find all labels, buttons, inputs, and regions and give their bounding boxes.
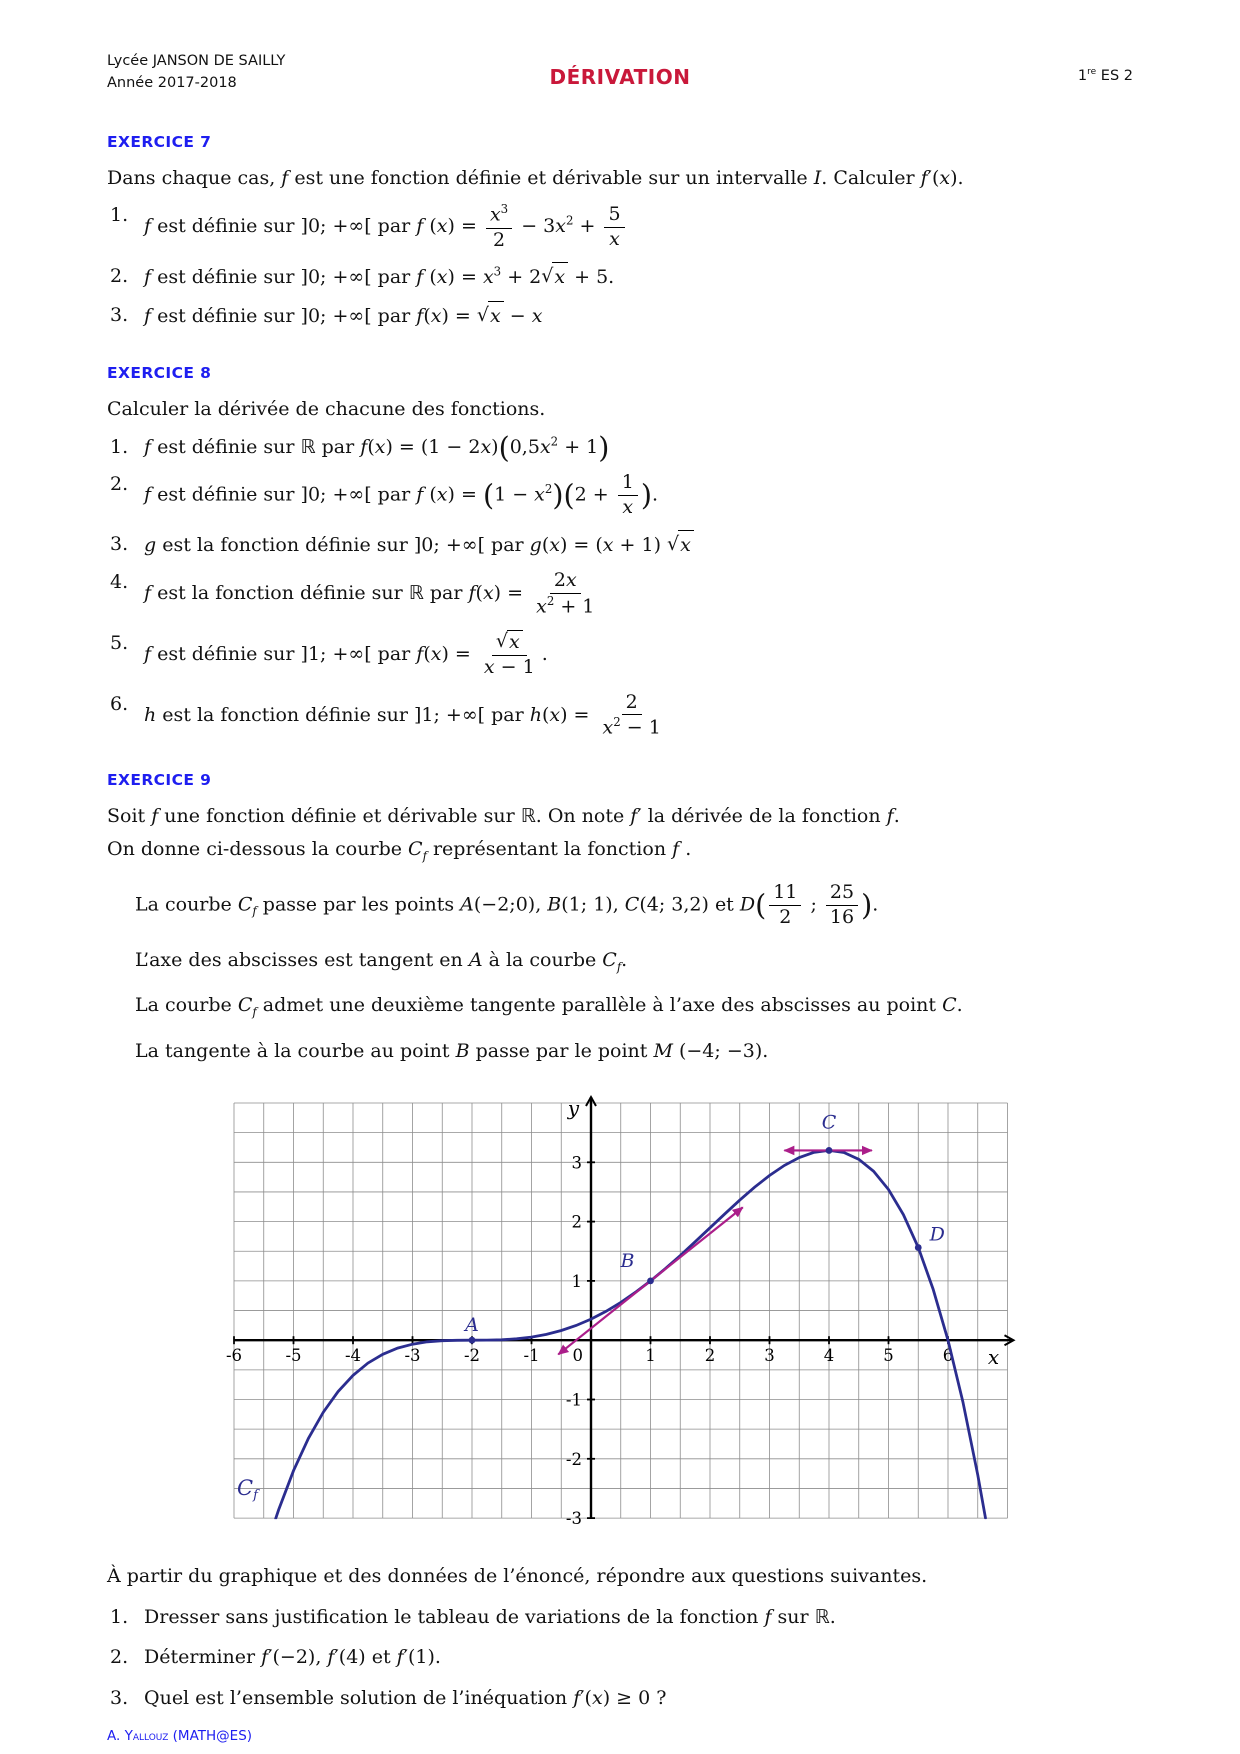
exercise-8-item-2 (107, 470, 1133, 521)
math-run: est définie sur ]0; +∞[ par (151, 215, 417, 238)
exercise-7-intro (107, 164, 1133, 193)
math-run: h (529, 703, 542, 726)
math-run: f (672, 837, 680, 860)
math-run: 5 (608, 203, 621, 226)
author-footer (107, 1728, 1133, 1744)
math-run: Soit (107, 805, 152, 828)
item-text (144, 201, 1133, 253)
math-run: . On note (535, 805, 631, 828)
math-run: 2 + (574, 483, 615, 506)
exercise-8-item-1 (107, 431, 1133, 465)
y-tick-label: -2 (565, 1450, 582, 1470)
math-run: f (261, 1646, 269, 1669)
math-fraction (599, 691, 665, 741)
math-run: f (920, 166, 928, 189)
math-run: Dans chaque cas, (107, 166, 282, 189)
math-run: 11 (773, 881, 798, 904)
point-label-A: A (465, 1314, 479, 1337)
math-run: x (622, 496, 634, 519)
math-run: + 1) (613, 533, 668, 556)
math-run: x (374, 435, 386, 458)
math-run: x (482, 582, 494, 605)
math-run: f (630, 805, 638, 828)
math-run: ′(4) et (334, 1646, 397, 1669)
math-run: ( (541, 703, 550, 726)
item-number: 5. (110, 632, 129, 655)
point-D (915, 1244, 922, 1251)
math-run: x (436, 483, 448, 506)
exercise-9-line-1 (107, 802, 1133, 831)
math-run: B (455, 1039, 470, 1062)
item-number: 3. (110, 1686, 129, 1709)
math-run: + 1 (558, 435, 599, 458)
item-text (144, 431, 1133, 465)
item-text (144, 470, 1133, 521)
exercise-7-item-3 (107, 301, 1133, 331)
math-run: f (327, 1646, 335, 1669)
exercise-9-heading: EXERCICE 9 (107, 771, 212, 790)
math-run: 2 (613, 715, 621, 730)
math-run: ) = (447, 215, 483, 238)
math-run: . (621, 948, 628, 971)
math-run: représentant la fonction (426, 837, 673, 860)
math-run: − 3 (515, 215, 556, 238)
class-name: ES 2 (1096, 67, 1133, 84)
x-tick-label: -6 (225, 1346, 243, 1366)
school-year: Année 2017-2018 (107, 75, 237, 92)
math-run: (1; 1), (561, 893, 625, 916)
math-run: ( (423, 642, 431, 665)
item-text (144, 568, 1133, 620)
math-run: 2 (565, 214, 574, 229)
math-run: f (416, 266, 424, 289)
math-run: est définie sur ]0; +∞[ par (151, 304, 417, 327)
math-run: admet une deuxième tangente parallèle à l’axe des abscisses au point (256, 994, 943, 1017)
math-run: (4; 3,2) et (639, 893, 740, 916)
math-fraction (532, 569, 598, 619)
math-run: − (503, 304, 532, 327)
math-run: f (422, 848, 427, 863)
class-label (803, 50, 1133, 84)
math-run: x (602, 533, 614, 556)
author-suffix: (MATH@ES) (168, 1728, 253, 1745)
exercise-9-question-1 (107, 1603, 1133, 1632)
document-title: DÉRIVATION (549, 65, 691, 89)
exercise-7-item-1 (107, 201, 1133, 253)
math-run: x (591, 1686, 603, 1709)
math-run: x (489, 203, 501, 226)
math-run: 1 − (494, 483, 535, 506)
math-run: C (942, 994, 957, 1017)
exercise-9-given-3 (135, 991, 1133, 1021)
y-tick-label: 2 (571, 1212, 582, 1232)
math-sqrt: √ x (541, 262, 568, 292)
math-sqrt: √ x (496, 630, 523, 655)
math-run: est une fonction définie et dérivable sur un intervalle (288, 166, 814, 189)
math-run: h (144, 703, 157, 726)
exercise-8-item-6 (107, 690, 1133, 742)
math-run: 2 (553, 569, 566, 592)
math-run: f (144, 435, 152, 458)
exercise-9-given-4 (135, 1037, 1133, 1066)
math-run: ) = (441, 304, 477, 327)
math-run: ) = ( (559, 533, 603, 556)
math-run: (−4; −3). (672, 1039, 769, 1062)
math-run: f (360, 435, 368, 458)
math-run: x (549, 533, 560, 556)
item-number: 6. (110, 692, 129, 715)
question-text (144, 1684, 1133, 1713)
math-run: g (529, 533, 542, 556)
math-run: ( (755, 889, 767, 923)
math-run: f (144, 642, 152, 665)
math-run: ) = (447, 266, 483, 289)
math-run: Déterminer (144, 1646, 262, 1669)
exercise-9-given-1 (135, 880, 1133, 931)
point-A (469, 1337, 476, 1344)
x-tick-label: -2 (463, 1346, 481, 1366)
math-fraction (604, 203, 624, 252)
math-run: D (739, 893, 756, 916)
math-run: ( (482, 479, 495, 513)
x-tick-label: 1 (645, 1346, 656, 1366)
math-run: ( (423, 215, 437, 238)
math-run: 1 (621, 471, 634, 494)
math-run: par (423, 582, 469, 605)
exercise-7 (107, 133, 1133, 330)
x-tick-label: -3 (404, 1346, 421, 1366)
math-run: x (430, 304, 442, 327)
math-run: 2 (493, 228, 506, 251)
point-label-D: D (929, 1223, 945, 1246)
math-run: ( (475, 582, 483, 605)
math-run: f (144, 266, 152, 289)
question-text (144, 1643, 1133, 1672)
math-run: f (151, 805, 159, 828)
math-fraction (826, 881, 858, 930)
math-run: ) = (441, 642, 477, 665)
math-run: 2 (779, 906, 792, 929)
x-tick-label: -1 (523, 1346, 540, 1366)
x-tick-label: 6 (942, 1346, 954, 1366)
item-number: 2. (110, 473, 129, 496)
exercise-9 (107, 771, 1133, 1712)
math-run: f (416, 642, 424, 665)
math-run: . (956, 994, 963, 1017)
math-run: ( (498, 431, 510, 465)
math-run: sur (771, 1605, 815, 1628)
math-run: f (144, 215, 152, 238)
math-run: x (602, 716, 614, 739)
math-run: 2 (550, 434, 559, 449)
math-run: + (573, 215, 602, 238)
math-run: 3 (500, 202, 509, 217)
item-number: 3. (110, 532, 129, 555)
math-run: x (483, 655, 495, 678)
exercise-8-item-5 (107, 629, 1133, 681)
math-run: x (554, 266, 566, 289)
math-run: ) = (447, 483, 483, 506)
math-run: ( (423, 266, 437, 289)
math-run: x (609, 227, 620, 250)
math-run: + 1 (554, 595, 595, 618)
math-run: f (468, 582, 476, 605)
item-text (144, 690, 1133, 742)
math-run: C (237, 893, 253, 916)
math-run: f (416, 215, 424, 238)
math-run: x (536, 595, 547, 618)
math-run: ) = (560, 703, 596, 726)
math-run: passe par les points (256, 893, 461, 916)
math-run: 2 (625, 690, 638, 713)
class-ordinal-suffix: re (1087, 67, 1097, 77)
math-run: 2 (546, 594, 555, 609)
math-run: 2 (544, 482, 553, 497)
math-run: x (490, 304, 501, 327)
math-run: est définie sur ]0; +∞[ par (151, 266, 417, 289)
y-tick-label: 3 (571, 1153, 582, 1173)
exercise-8-intro (107, 395, 1133, 424)
math-run: f (616, 959, 622, 974)
question-text (144, 1603, 1133, 1632)
math-run: + 5. (568, 266, 615, 289)
math-run: . (872, 893, 879, 916)
class-number: 1 (1077, 67, 1088, 84)
math-run: . (541, 642, 548, 665)
math-run: ( (541, 533, 550, 556)
item-text (144, 530, 1133, 560)
math-run: est la fonction définie sur ]1; +∞[ par (156, 703, 530, 726)
math-run: x (430, 642, 442, 665)
math-run: A (468, 948, 483, 971)
math-run: f (281, 166, 289, 189)
math-run: à la courbe (482, 948, 603, 971)
math-run: f (144, 483, 152, 506)
y-tick-label: -3 (565, 1509, 582, 1529)
item-text (144, 301, 1133, 331)
math-run: passe par le point (469, 1039, 654, 1062)
math-run: x (680, 533, 691, 556)
item-number: 3. (110, 303, 129, 326)
math-run: 16 (829, 906, 855, 929)
math-run: ) = (1 − 2 (385, 435, 481, 458)
item-number: 1. (110, 1605, 129, 1628)
math-run: ) (861, 889, 873, 923)
x-tick-label: 5 (883, 1346, 894, 1366)
math-run: C (408, 837, 423, 860)
math-run: x (436, 266, 448, 289)
math-run: La courbe (135, 893, 238, 916)
math-run: x (436, 215, 448, 238)
math-sqrt: √ x (667, 530, 694, 560)
page-header (107, 50, 1133, 95)
math-run: I (813, 166, 822, 189)
math-run: B (547, 893, 562, 916)
math-fraction (618, 471, 638, 520)
math-run: La tangente à la courbe au point (135, 1039, 456, 1062)
math-run: f (416, 304, 424, 327)
exercise-9-outro (107, 1562, 1133, 1591)
math-run: . (679, 837, 692, 860)
school-block (107, 50, 437, 95)
exercise-7-heading: EXERCICE 7 (107, 132, 212, 151)
math-fraction (769, 881, 801, 930)
math-run: x (539, 435, 551, 458)
math-run: ). (950, 166, 964, 189)
curve-plot (200, 1091, 1030, 1537)
math-run: x (534, 483, 545, 506)
exercise-8-item-3 (107, 530, 1133, 560)
exercise-9-line-2 (107, 835, 1133, 865)
x-tick-label: -5 (285, 1346, 302, 1366)
math-run: 3 (493, 264, 502, 279)
grid (234, 1103, 1008, 1518)
math-run: ( (367, 435, 375, 458)
math-run: + 2 (501, 266, 542, 289)
math-run: ) (640, 479, 652, 513)
math-run: x (509, 631, 520, 654)
x-tick-label: 4 (823, 1346, 835, 1366)
math-run: C (602, 948, 617, 971)
x-tick-label: 2 (704, 1346, 716, 1366)
math-run: ) = (493, 582, 530, 605)
math-run: ℝ (408, 582, 424, 605)
item-number: 4. (110, 571, 129, 594)
math-run: ) (598, 431, 610, 465)
point-label-C: C (821, 1111, 837, 1134)
math-run: ( (563, 479, 575, 513)
math-run: f (252, 904, 257, 919)
math-run: est définie sur ]0; +∞[ par (151, 483, 417, 506)
author-name: A. Yallouz (107, 1728, 169, 1745)
math-run: ′( (580, 1686, 592, 1709)
math-run: . Calculer (821, 166, 921, 189)
exercise-7-item-2 (107, 262, 1133, 292)
math-run: ′ la dérivée de la fonction (637, 805, 887, 828)
math-run: une fonction définie et dérivable sur (158, 805, 521, 828)
math-run: ′(−2), (268, 1646, 328, 1669)
math-run: L’axe des abscisses est tangent en (135, 948, 469, 971)
math-run: f (886, 805, 894, 828)
math-run: On donne ci-dessous la courbe (107, 837, 409, 860)
math-run: ( (423, 483, 437, 506)
math-run: 0,5 (509, 435, 540, 458)
math-run: f (573, 1686, 581, 1709)
item-number: 1. (110, 204, 129, 227)
y-tick-label: -1 (565, 1390, 582, 1410)
point-B (647, 1278, 654, 1285)
x-axis-label: x (987, 1345, 1000, 1370)
point-label-B: B (620, 1250, 635, 1273)
math-run: x (565, 569, 577, 592)
curve-label: Cf (237, 1476, 258, 1504)
math-run: ℝ (520, 805, 536, 828)
math-run: x (482, 266, 494, 289)
math-run: ℝ (814, 1605, 830, 1628)
math-run: est définie sur (151, 435, 301, 458)
math-run: par (315, 435, 361, 458)
math-run: A (460, 893, 474, 916)
math-run: ℝ (300, 435, 316, 458)
math-fraction (480, 630, 539, 680)
math-run: f (416, 483, 424, 506)
math-run: Calculer la dérivée de chacune des fonctions. (107, 398, 546, 421)
math-run: x (549, 703, 561, 726)
exercise-9-question-3 (107, 1684, 1133, 1713)
math-run: f (252, 1005, 257, 1020)
exercise-8-heading: EXERCICE 8 (107, 364, 212, 383)
item-number: 2. (110, 265, 129, 288)
math-run: ( (423, 304, 431, 327)
item-number: 2. (110, 1646, 129, 1669)
math-run: Dresser sans justification le tableau de variations de la fonction (144, 1605, 765, 1628)
item-text (144, 262, 1133, 292)
math-run: C (237, 994, 253, 1017)
math-run: f (144, 582, 152, 605)
math-run: f (144, 304, 152, 327)
math-run: x (555, 215, 566, 238)
math-fraction (486, 202, 512, 252)
math-run: x (531, 304, 543, 327)
y-tick-label: 1 (571, 1272, 582, 1292)
math-run: . (651, 483, 658, 506)
math-run: Quel est l’ensemble solution de l’inéquation (144, 1686, 574, 1709)
exercise-8 (107, 364, 1133, 741)
exercise-9-given-2 (135, 946, 1133, 976)
math-run: x (480, 435, 492, 458)
math-run: est la fonction définie sur ]0; +∞[ par (156, 533, 530, 556)
math-run: . (829, 1605, 836, 1628)
math-run: 25 (829, 881, 855, 904)
point-C (826, 1147, 833, 1154)
math-run: g (144, 533, 157, 556)
function-graph (200, 1091, 1133, 1542)
math-run: ′( (927, 166, 940, 189)
math-run: (−2;0), (473, 893, 548, 916)
math-run: C (624, 893, 640, 916)
math-run: ) ≥ 0 ? (602, 1686, 667, 1709)
math-run: La courbe (135, 994, 238, 1017)
math-run: − 1 (620, 716, 661, 739)
origin-label: 0 (572, 1346, 583, 1366)
exercise-8-item-4 (107, 568, 1133, 620)
math-run: À partir du graphique et des données de l’énoncé, répondre aux questions suivantes. (107, 1565, 928, 1588)
math-run: est la fonction définie sur (151, 582, 409, 605)
math-run: ; (804, 893, 823, 916)
x-tick-label: 3 (764, 1346, 775, 1366)
math-run: . (893, 805, 900, 828)
math-run: f (764, 1605, 772, 1628)
exercise-9-question-2 (107, 1643, 1133, 1672)
item-number: 1. (110, 435, 129, 458)
math-run: ′(1). (403, 1646, 441, 1669)
curve-path (276, 1151, 986, 1519)
math-run: − 1 (494, 655, 535, 678)
math-run: M (653, 1039, 673, 1062)
math-run: f (396, 1646, 404, 1669)
math-run: ) (491, 435, 499, 458)
x-tick-label: -4 (344, 1346, 362, 1366)
item-text (144, 629, 1133, 681)
math-sqrt: √ x (477, 301, 504, 331)
math-run: x (939, 166, 951, 189)
y-axis-label: y (567, 1096, 579, 1121)
math-run: ) (552, 479, 564, 513)
school-name: Lycée JANSON DE SAILLY (107, 53, 286, 69)
math-run: est définie sur ]1; +∞[ par (151, 642, 417, 665)
